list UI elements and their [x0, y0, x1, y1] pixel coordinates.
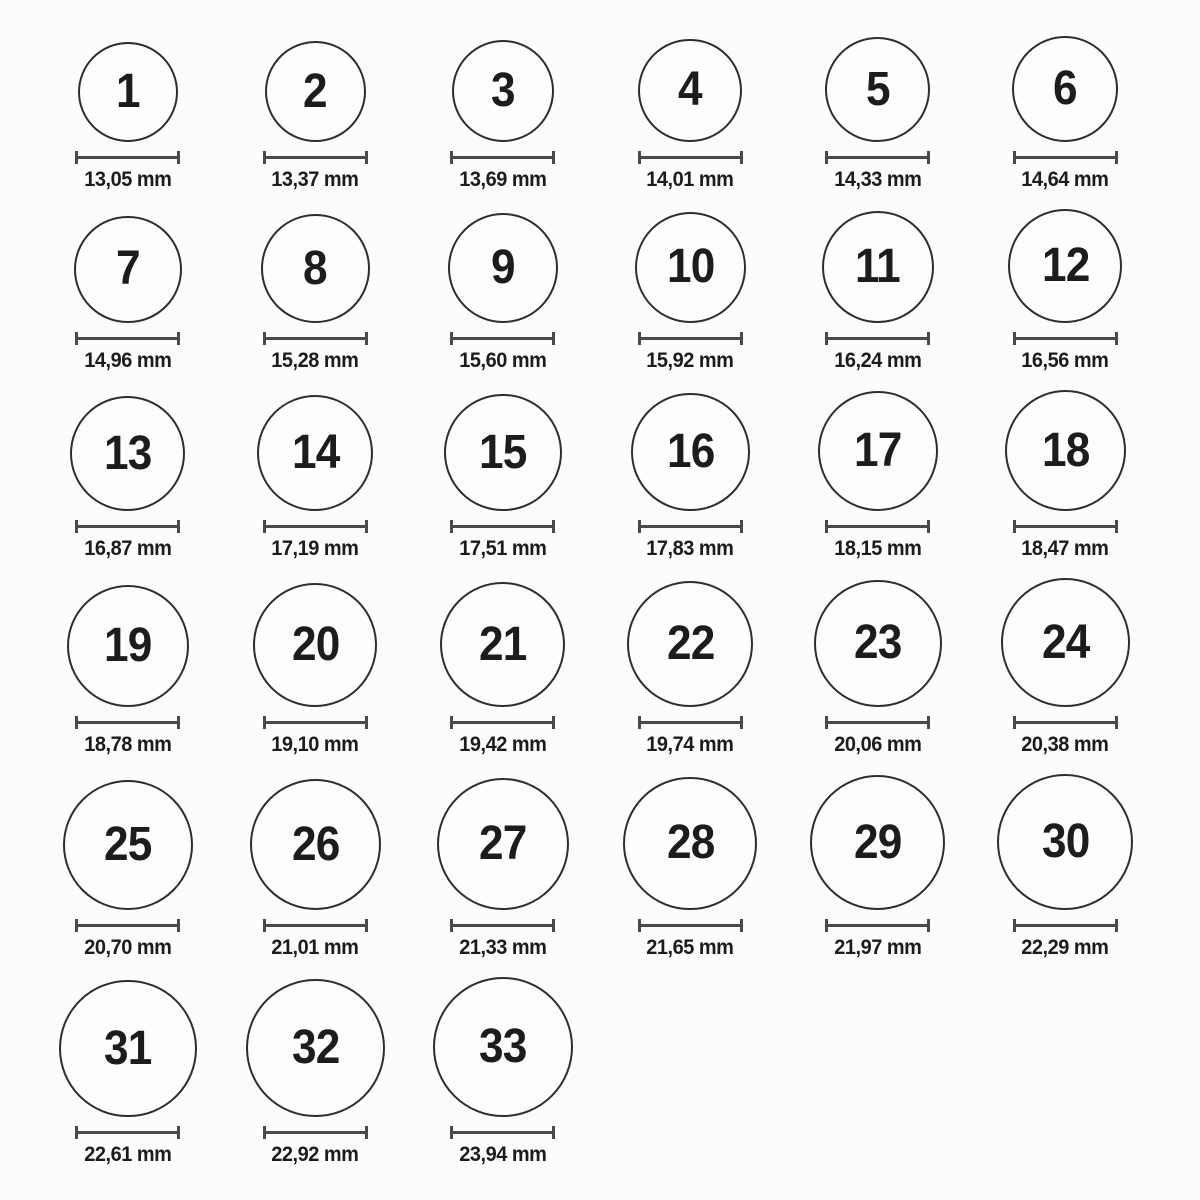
size-circle [825, 37, 930, 142]
ring-size-chart [34, 0, 1159, 1168]
diameter-line-bar [828, 721, 927, 724]
diameter-label: 20,38 mm [1021, 733, 1109, 756]
size-number: 1 [115, 65, 140, 119]
diameter-line [263, 919, 368, 932]
size-number: 29 [854, 815, 902, 869]
size-number: 16 [666, 424, 714, 478]
diameter-label: 16,24 mm [834, 349, 922, 372]
diameter-line-bar [1016, 337, 1115, 340]
size-number: 30 [1041, 815, 1089, 869]
diameter-line [450, 716, 555, 729]
size-circle [1001, 578, 1130, 707]
diameter-line-bar [266, 337, 365, 340]
diameter-line [825, 332, 930, 345]
diameter-line [1013, 919, 1118, 932]
chart-row [34, 774, 1159, 961]
size-number: 19 [104, 618, 152, 672]
diameter-line-bar [78, 156, 177, 159]
size-number: 12 [1041, 239, 1089, 293]
size-circle [631, 393, 750, 512]
diameter-line [263, 1126, 368, 1139]
ring-size-item-16 [631, 393, 750, 563]
diameter-line [825, 151, 930, 164]
diameter-line [1013, 520, 1118, 533]
diameter-label: 21,33 mm [459, 936, 547, 960]
size-number: 26 [291, 817, 339, 871]
diameter-line-bar [453, 924, 552, 927]
size-number: 32 [291, 1020, 339, 1074]
size-number: 17 [854, 424, 902, 478]
diameter-line-bar [1016, 721, 1115, 724]
size-circle [74, 216, 182, 324]
diameter-line-bar [266, 721, 365, 724]
diameter-line-bar [1016, 525, 1115, 528]
diameter-line-bar [641, 156, 740, 159]
diameter-label: 14,64 mm [1021, 168, 1109, 192]
diameter-label: 18,78 mm [84, 733, 172, 756]
diameter-line-bar [1016, 924, 1115, 927]
diameter-label: 13,37 mm [271, 168, 359, 192]
size-circle [448, 213, 558, 323]
diameter-line-bar [1016, 156, 1115, 159]
size-number: 7 [115, 242, 140, 296]
ring-size-item-30 [997, 774, 1133, 961]
diameter-label: 19,42 mm [459, 733, 547, 756]
size-circle [1012, 36, 1118, 142]
ring-size-item-13 [70, 396, 185, 562]
diameter-line-bar [453, 337, 552, 340]
ring-size-item-23 [814, 580, 942, 759]
ring-size-item-33 [433, 977, 573, 1168]
size-circle [261, 214, 370, 323]
ring-size-item-10 [635, 212, 746, 374]
diameter-line-bar [78, 525, 177, 528]
size-number: 14 [291, 426, 339, 480]
diameter-label: 21,01 mm [271, 936, 359, 960]
size-number: 21 [479, 617, 527, 671]
chart-row [34, 578, 1159, 758]
diameter-label: 15,92 mm [646, 349, 734, 372]
size-circle [78, 42, 178, 142]
ring-size-item-22 [627, 581, 753, 758]
diameter-line [450, 919, 555, 932]
diameter-line-bar [78, 1131, 177, 1134]
diameter-line [450, 151, 555, 164]
ring-size-item-18 [1005, 390, 1126, 562]
diameter-line-bar [453, 721, 552, 724]
ring-size-item-31 [59, 980, 197, 1169]
diameter-line [638, 919, 743, 932]
size-circle [59, 980, 197, 1118]
ring-size-item-32 [246, 979, 385, 1169]
diameter-line [825, 520, 930, 533]
ring-size-item-5 [825, 37, 930, 193]
diameter-line [1013, 332, 1118, 345]
diameter-line-bar [78, 924, 177, 927]
ring-size-item-14 [257, 395, 373, 562]
diameter-line [825, 716, 930, 729]
size-number: 22 [666, 616, 714, 670]
size-number: 2 [303, 64, 328, 118]
size-circle [638, 39, 742, 143]
ring-size-item-26 [250, 779, 381, 961]
diameter-line [450, 332, 555, 345]
diameter-line [638, 332, 743, 345]
ring-size-item-9 [448, 213, 558, 374]
ring-size-item-21 [440, 582, 565, 758]
size-number: 3 [490, 64, 515, 117]
size-number: 4 [678, 63, 703, 117]
ring-size-item-2 [263, 41, 368, 193]
ring-size-item-6 [1012, 36, 1118, 193]
size-number: 10 [666, 240, 714, 294]
diameter-label: 16,56 mm [1021, 349, 1109, 372]
diameter-line [1013, 151, 1118, 164]
diameter-label: 18,47 mm [1021, 537, 1109, 561]
size-number: 9 [490, 241, 515, 294]
diameter-line [638, 716, 743, 729]
size-circle [440, 582, 565, 707]
size-number: 27 [479, 817, 527, 870]
diameter-label: 14,33 mm [834, 168, 922, 192]
size-circle [433, 977, 573, 1117]
diameter-line [450, 520, 555, 533]
diameter-line [75, 332, 180, 345]
diameter-label: 17,83 mm [646, 537, 734, 561]
diameter-label: 21,97 mm [834, 936, 922, 960]
diameter-line-bar [828, 156, 927, 159]
diameter-line-bar [266, 156, 365, 159]
size-circle [67, 585, 190, 708]
size-circle [818, 391, 938, 511]
diameter-line-bar [641, 721, 740, 724]
diameter-line [263, 716, 368, 729]
size-circle [623, 777, 757, 911]
diameter-label: 21,65 mm [646, 936, 734, 960]
diameter-line-bar [828, 525, 927, 528]
diameter-label: 15,28 mm [271, 349, 359, 372]
ring-size-item-24 [1001, 578, 1130, 758]
diameter-label: 18,15 mm [834, 537, 922, 561]
diameter-line-bar [828, 924, 927, 927]
diameter-label: 16,87 mm [84, 537, 172, 561]
diameter-line-bar [78, 337, 177, 340]
diameter-label: 15,60 mm [459, 349, 547, 372]
chart-row [34, 36, 1159, 193]
size-circle [822, 211, 935, 324]
size-circle [997, 774, 1133, 910]
size-number: 5 [865, 62, 890, 116]
ring-size-item-11 [822, 211, 935, 375]
diameter-label: 13,69 mm [459, 168, 547, 192]
diameter-label: 14,96 mm [84, 349, 172, 372]
size-number: 20 [291, 618, 339, 672]
diameter-line-bar [641, 337, 740, 340]
size-circle [452, 40, 555, 143]
size-circle [810, 775, 945, 910]
diameter-line [75, 919, 180, 932]
size-number: 24 [1041, 615, 1089, 669]
diameter-label: 17,51 mm [459, 537, 547, 561]
ring-size-item-27 [437, 778, 570, 962]
ring-size-item-8 [261, 214, 370, 374]
size-circle [63, 780, 193, 910]
diameter-label: 19,74 mm [646, 733, 734, 756]
size-number: 8 [303, 241, 328, 295]
diameter-line [638, 151, 743, 164]
size-circle [635, 212, 746, 323]
diameter-label: 22,92 mm [271, 1143, 359, 1167]
diameter-line [638, 520, 743, 533]
size-number: 33 [479, 1020, 527, 1074]
diameter-line [75, 520, 180, 533]
diameter-line-bar [828, 337, 927, 340]
diameter-line [263, 520, 368, 533]
ring-size-item-19 [67, 585, 190, 759]
diameter-label: 17,19 mm [271, 537, 359, 561]
ring-size-item-17 [818, 391, 938, 562]
diameter-line-bar [78, 721, 177, 724]
diameter-label: 23,94 mm [459, 1143, 547, 1167]
ring-size-item-29 [810, 775, 945, 961]
diameter-line [450, 1126, 555, 1139]
size-circle [253, 583, 377, 707]
diameter-line-bar [266, 1131, 365, 1134]
ring-size-item-25 [63, 780, 193, 961]
diameter-line [825, 919, 930, 932]
diameter-line [263, 332, 368, 345]
ring-size-item-7 [74, 216, 182, 375]
size-circle [814, 580, 942, 708]
ring-size-item-20 [253, 583, 377, 758]
size-circle [627, 581, 753, 707]
ring-size-item-12 [1008, 209, 1122, 374]
size-number: 25 [104, 818, 152, 872]
diameter-line-bar [453, 1131, 552, 1134]
size-number: 15 [479, 425, 527, 479]
size-circle [257, 395, 373, 511]
ring-size-item-4 [638, 39, 743, 194]
diameter-line [263, 151, 368, 164]
diameter-label: 22,29 mm [1021, 936, 1109, 960]
diameter-line [75, 1126, 180, 1139]
ring-size-item-3 [450, 40, 555, 194]
size-circle [246, 979, 385, 1118]
diameter-label: 22,61 mm [84, 1143, 172, 1167]
size-circle [250, 779, 381, 910]
size-circle [437, 778, 570, 911]
size-number: 18 [1041, 423, 1089, 477]
ring-size-item-28 [623, 777, 757, 962]
chart-row [34, 209, 1159, 374]
ring-size-item-1 [75, 42, 180, 193]
size-circle [1005, 390, 1126, 511]
diameter-label: 13,05 mm [84, 168, 172, 192]
diameter-line [75, 151, 180, 164]
chart-row [34, 977, 1159, 1168]
diameter-label: 20,06 mm [834, 733, 922, 756]
ring-size-item-15 [444, 394, 562, 563]
diameter-line [1013, 716, 1118, 729]
size-number: 31 [104, 1021, 152, 1075]
size-number: 6 [1053, 62, 1078, 116]
diameter-line-bar [641, 525, 740, 528]
size-number: 28 [666, 816, 714, 870]
size-circle [70, 396, 185, 511]
size-number: 13 [104, 426, 152, 480]
diameter-line-bar [641, 924, 740, 927]
size-circle [265, 41, 366, 142]
size-number: 23 [854, 616, 902, 670]
diameter-label: 19,10 mm [271, 733, 359, 756]
diameter-line [75, 716, 180, 729]
diameter-line-bar [453, 156, 552, 159]
diameter-label: 20,70 mm [84, 936, 172, 960]
diameter-line-bar [266, 924, 365, 927]
chart-row [34, 390, 1159, 562]
diameter-line-bar [266, 525, 365, 528]
diameter-label: 14,01 mm [646, 168, 734, 192]
size-circle [444, 394, 562, 512]
diameter-line-bar [453, 525, 552, 528]
size-number: 11 [855, 239, 901, 293]
size-circle [1008, 209, 1122, 323]
